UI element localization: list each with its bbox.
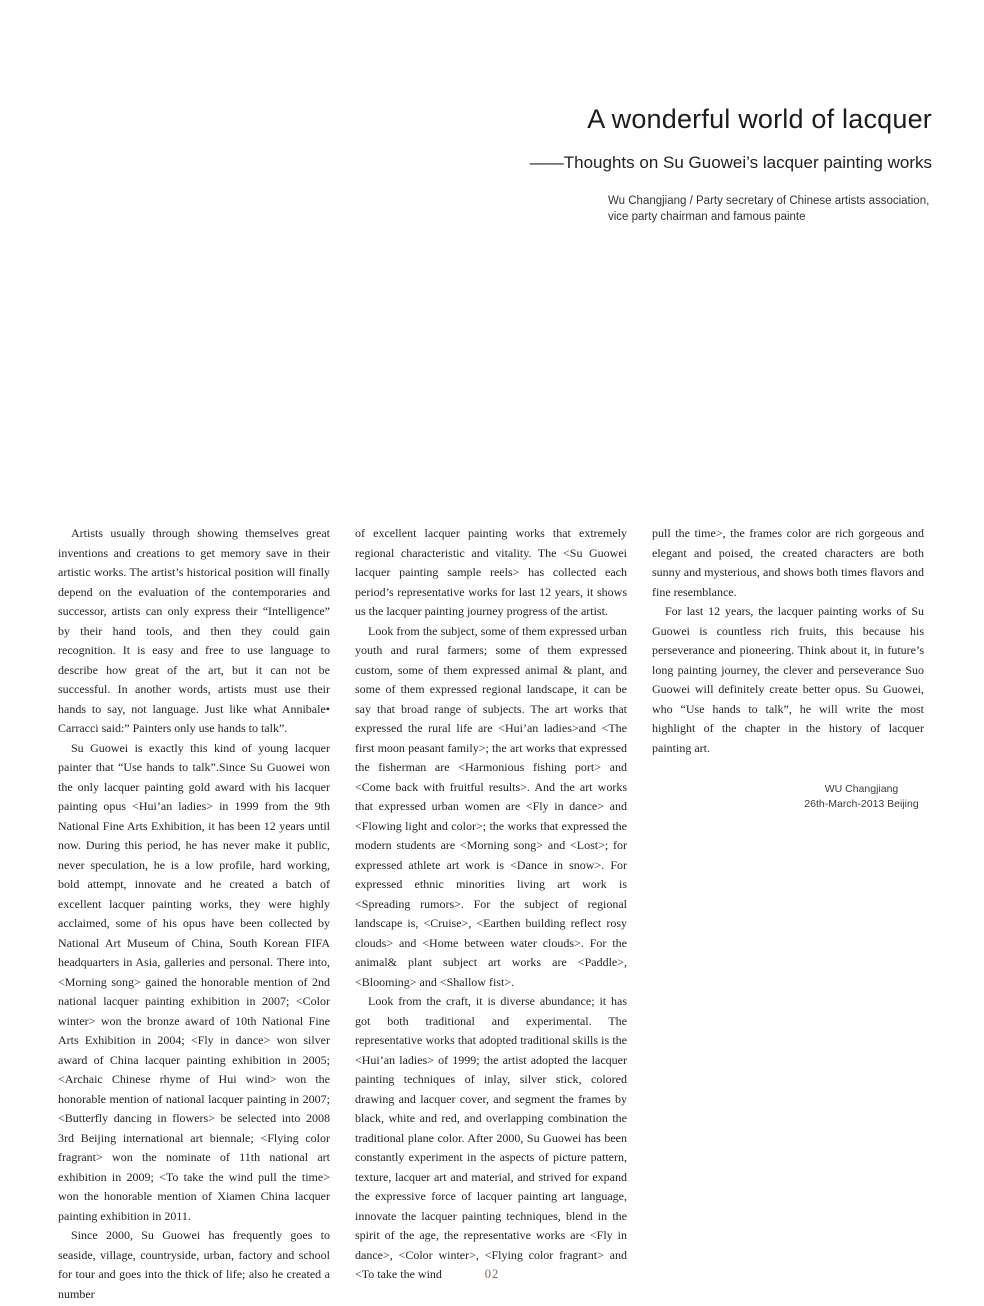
paragraph-continuation: pull the time>, the frames color are rich gorgeous and elegant and poised, the created characters are both sunny and mysterious, and shows both times flavors and fine resemblance. <box>652 526 924 599</box>
article-body <box>58 524 924 1304</box>
article-byline <box>608 193 929 225</box>
page-number: 02 <box>484 1267 500 1281</box>
paragraph: Artists usually through showing themselves great inventions and creations to get memory save in their artistic works. The artist’s historical position will finally depend on the evaluation of the contemporaries and successor, artists can only express their “Intelligence” by their hand tools, and then they could gain recognition. It is easy and free to use language to describe how great of the art, but it can not be successful. In another words, artists must use their hands to say, not language. Just like what Annibale• Carracci said:” Painters only use hands to talk”. <box>58 526 330 735</box>
article-subtitle: ——Thoughts on Su Guowei’s lacquer painting works <box>529 153 932 172</box>
article-column-3 <box>652 524 924 1304</box>
byline-line-1: Wu Changjiang / Party secretary of Chinese artists association, <box>608 195 930 207</box>
signature-name: WU Changjiang <box>824 783 899 795</box>
article-column-2 <box>355 524 627 1304</box>
article-column-1 <box>58 524 330 1304</box>
paragraph: Su Guowei is exactly this kind of young lacquer painter that “Use hands to talk”.Since Su Guowei won the only lacquer painting gold award with his lacquer painting opus <Hui’an ladies> in 1999 from the 9th National Fine Arts Exhibition, it has been 12 years until now. During this period, he has never make it public, never speculation, he is a low profile, hard working, bold attempt, innovate and he created a batch of excellent lacquer painting works, they were highly acclaimed, some of his opus have been collected by National Art Museum of China, South Korean FIFA headquarters in Asia, galleries and personal. There into, <Morning song> gained the honorable mention of 2nd national lacquer painting exhibition in 2007; <Color winter> won the bronze award of 10th National Fine Arts Exhibition in 2004; <Fly in dance> won silver award of China lacquer painting exhibition in 2005; <Archaic Chinese rhyme of Hui wind> won the honorable mention of national lacquer painting in 2007; <Butterfly dancing in flowers> be selected into 2008 3rd Beijing international art biennale; <Flying color fragrant> won the nominate of 11th national art exhibition in 2009; <To take the wind pull the time> won the honorable mention of Xiamen China lacquer painting exhibition in 2011. <box>58 740 330 1223</box>
article-header <box>0 0 932 240</box>
paragraph-continuation: of excellent lacquer painting works that extremely regional characteristic and vitality. The <Su Guowei lacquer painting sample reels> has collected each period’s representative works for last 12 years, it shows us the lacquer painting journey progress of the artist. <box>355 526 627 618</box>
paragraph: For last 12 years, the lacquer painting works of Su Guowei is countless rich fruits, this because his perseverance and pioneering. Think about it, in future’s long painting journey, the clever and perseverance Suo Guowei will definitely create better opus. Su Guowei, who “Use hands to talk”, he will write the most highlight of the chapter in the history of lacquer painting art. <box>652 604 924 755</box>
signature-block <box>799 782 924 812</box>
article-title: A wonderful world of lacquer <box>587 104 932 134</box>
paragraph: Since 2000, Su Guowei has frequently goes to seaside, village, countryside, urban, factory and school for tour and goes into the thick of life; also he created a number <box>58 1228 330 1301</box>
signature-date-place: 26th-March-2013 Beijing <box>804 798 919 810</box>
byline-line-2: vice party chairman and famous painte <box>608 211 806 223</box>
paragraph: Look from the subject, some of them expressed urban youth and rural farmers; some of them expressed custom, some of them expressed animal & plant, and some of them expressed regional landscape, it can be say that broad range of subjects. The art works that expressed the rural life are <Hui’an ladies>and <The first moon peasant family>; the art works that expressed the fisherman are <Harmonious fishing port> and <Come back with fruitful results>. And the art works that expressed urban women are <Fly in dance> and <Flowing light and color>; the works that expressed the modern students are <Morning song> and <Lost>; for expressed athlete art work is <Dance in snow>. For expressed ethnic minorities living art work is <Spreading rumors>. For the subject of regional landscape is, <Cruise>, <Earthen building reflect rosy clouds> and <Home between water clouds>. For the animal& plant subject art works are <Paddle>, <Blooming> and <Shallow fist>. <box>355 623 627 989</box>
paragraph: Look from the craft, it is diverse abundance; it has got both traditional and experimental. The representative works that adopted traditional skills is the <Hui’an ladies> of 1999; the artist adopted the lacquer painting techniques of inlay, silver stick, colored drawing and lacquer cover, and segment the frames by black, white and red, and overlapping combination the traditional plane color. After 2000, Su Guowei has been constantly experiment in the aspects of picture pattern, texture, lacquer art and material, and strived for expand the expressive force of lacquer painting art language, innovate the lacquer painting techniques, blend in the spirit of the age, the representative works are <Fly in dance>, <Color winter>, <Flying color fragrant> and <To take the wind <box>355 994 627 1281</box>
